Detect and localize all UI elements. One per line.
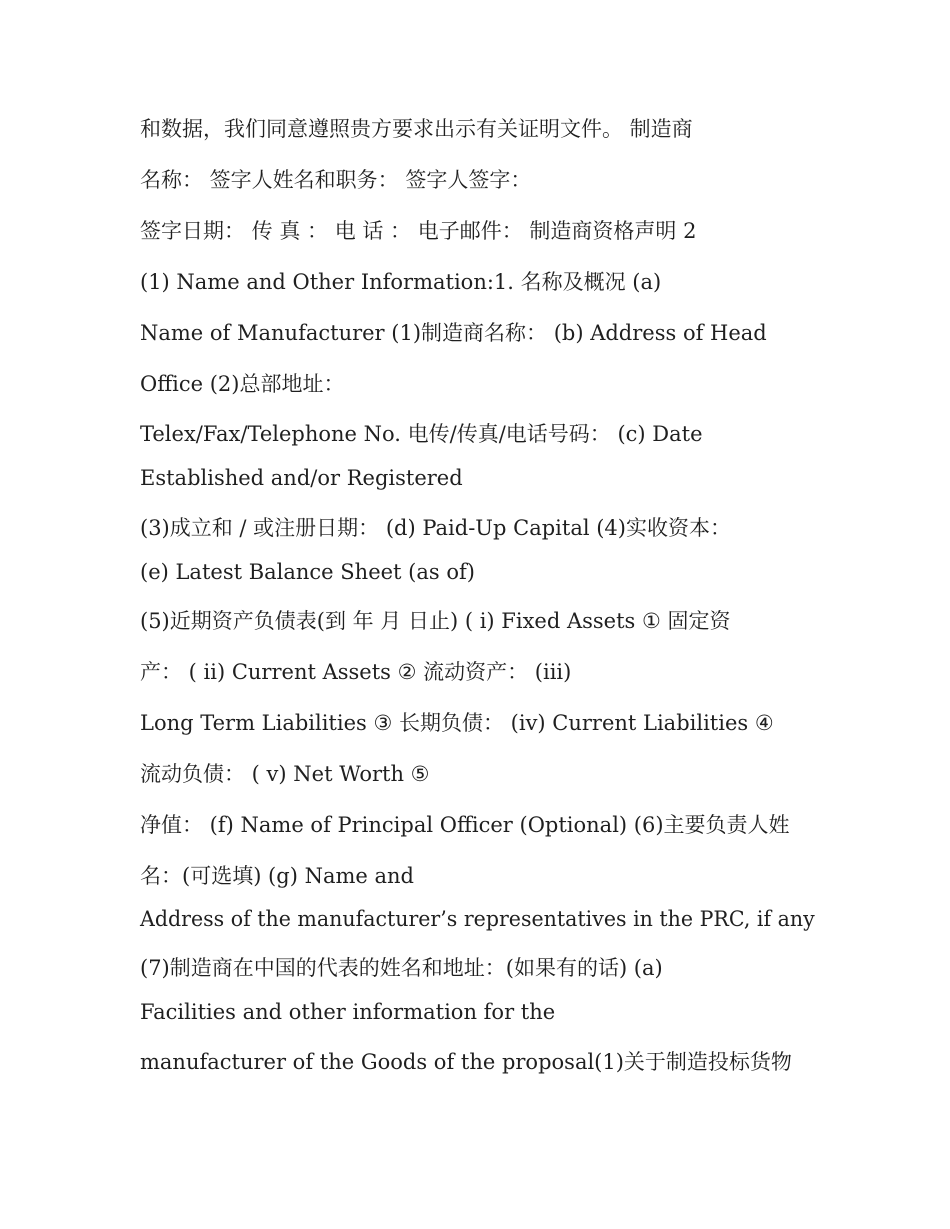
text-line: Established and/or Registered: [140, 466, 463, 490]
text-line: (7)制造商在中国的代表的姓名和地址：(如果有的话) (a): [140, 956, 663, 980]
text-line: Long Term Liabilities ③ 长期负债： (ⅳ) Current Liabilities ④: [140, 711, 774, 735]
text-line: manufacturer of the Goods of the proposal(1)关于制造投标货物: [140, 1050, 792, 1074]
text-line: 产： ( ⅱ) Current Assets ② 流动资产： (iii): [140, 660, 572, 684]
text-line: (5)近期资产负债表(到 年 月 日止) ( ⅰ) Fixed Assets ① 固定资: [140, 609, 731, 633]
text-line: 流动负债： ( ⅴ) Net Worth ⑤: [140, 762, 430, 786]
text-line: 和数据，我们同意遵照贵方要求出示有关证明文件。 制造商: [140, 117, 693, 141]
text-line: Office (2)总部地址：: [140, 372, 345, 396]
text-line: (1) Name and Other Information:1. 名称及概况 (a): [140, 270, 662, 294]
text-line: Telex/Fax/Telephone No. 电传/传真/电话号码： (c) Date: [140, 422, 703, 446]
text-line: (e) Latest Balance Sheet (as of): [140, 560, 475, 584]
text-line: 名称： 签字人姓名和职务： 签字人签字：: [140, 168, 532, 192]
text-line: (3)成立和 / 或注册日期： (d) Paid-Up Capital (4)实收资本：: [140, 516, 731, 540]
text-line: Name of Manufacturer (1)制造商名称： (b) Address of Head: [140, 321, 767, 345]
text-line: Facilities and other information for the: [140, 1000, 556, 1024]
text-line: 净值： (f) Name of Principal Officer (Optional) (6)主要负责人姓: [140, 813, 790, 837]
text-line: 签字日期： 传 真 ： 电 话 ： 电子邮件： 制造商资格声明 2: [140, 219, 697, 243]
text-line: 名：(可选填) (g) Name and: [140, 864, 414, 888]
text-line: Address of the manufacturer’s representatives in the PRC, if any: [140, 907, 815, 931]
